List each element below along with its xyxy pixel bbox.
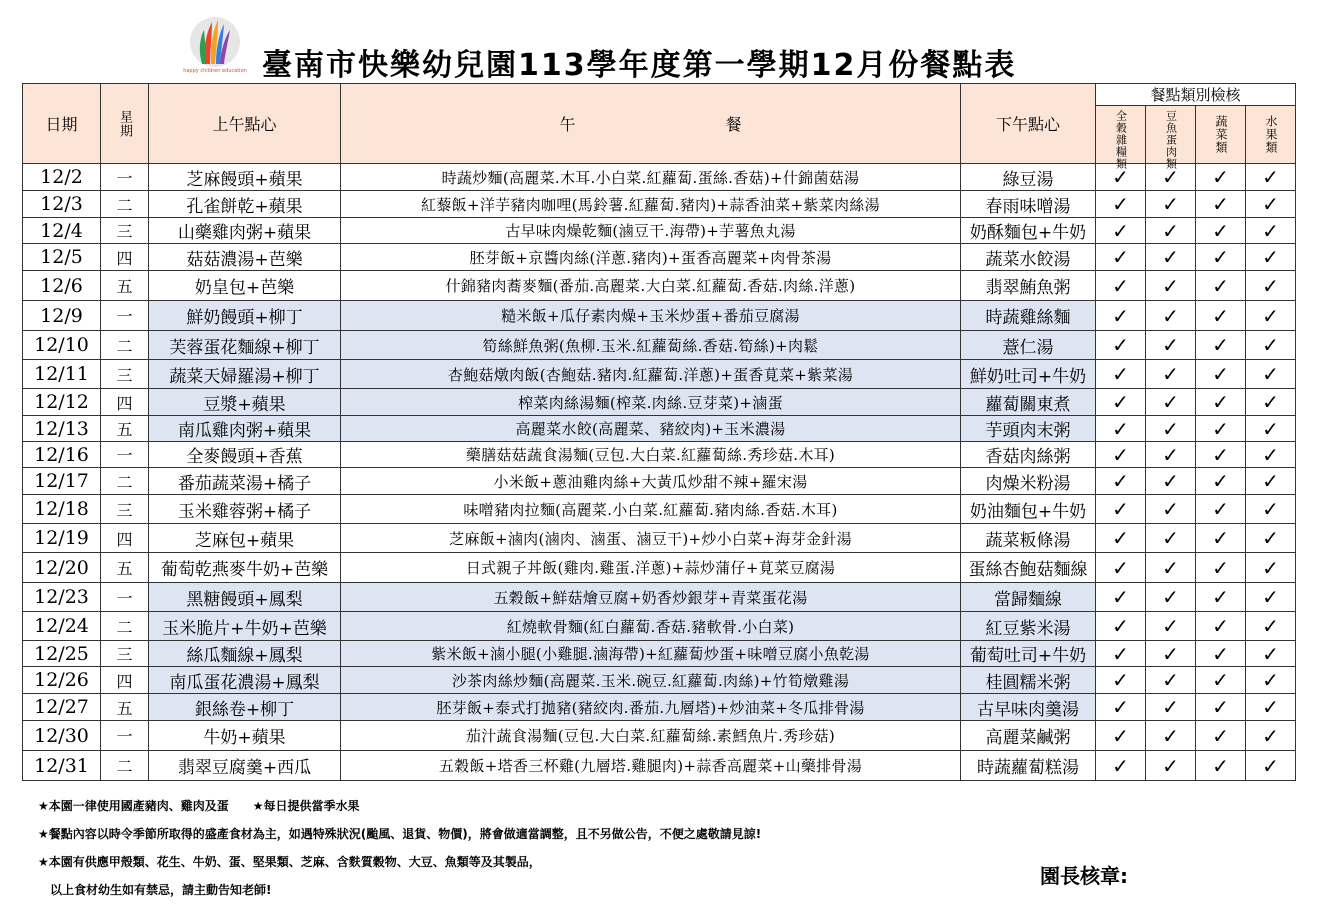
check-mark-icon: ✓ [1096, 694, 1146, 721]
check-mark-icon: ✓ [1146, 641, 1196, 667]
lunch-cell: 日式親子丼飯(雞肉.雞蛋.洋蔥)+蒜炒蒲仔+莧菜豆腐湯 [341, 553, 961, 583]
date-cell: 12/13 [23, 416, 101, 442]
check-mark-icon: ✓ [1096, 389, 1146, 416]
header-afternoon: 下午點心 [961, 84, 1096, 164]
weekday-cell: 二 [101, 751, 149, 781]
check-mark-icon: ✓ [1196, 271, 1246, 301]
check-mark-icon: ✓ [1146, 721, 1196, 751]
header-cat-fruit: 水果類 [1246, 106, 1296, 164]
date-cell: 12/9 [23, 301, 101, 331]
afternoon-snack-cell: 紅豆紫米湯 [961, 612, 1096, 641]
header-cat-veg: 蔬菜類 [1196, 106, 1246, 164]
check-mark-icon: ✓ [1246, 244, 1296, 271]
director-signature-label: 園長核章: [1040, 864, 1128, 888]
check-mark-icon: ✓ [1096, 721, 1146, 751]
check-mark-icon: ✓ [1196, 553, 1246, 583]
header-morning: 上午點心 [149, 84, 341, 164]
header-weekday: 星期 [101, 84, 149, 164]
weekday-cell: 一 [101, 164, 149, 191]
date-cell: 12/19 [23, 524, 101, 553]
check-mark-icon: ✓ [1146, 468, 1196, 495]
afternoon-snack-cell: 時蔬蘿蔔糕湯 [961, 751, 1096, 781]
check-mark-icon: ✓ [1096, 271, 1146, 301]
morning-snack-cell: 奶皇包+芭樂 [149, 271, 341, 301]
lunch-cell: 芝麻飯+滷肉(滷肉、滷蛋、滷豆干)+炒小白菜+海芽金針湯 [341, 524, 961, 553]
check-mark-icon: ✓ [1196, 468, 1246, 495]
check-mark-icon: ✓ [1096, 442, 1146, 468]
date-cell: 12/27 [23, 694, 101, 721]
check-mark-icon: ✓ [1096, 667, 1146, 694]
check-mark-icon: ✓ [1196, 442, 1246, 468]
logo-text: happy children education [183, 68, 247, 74]
morning-snack-cell: 芝麻包+蘋果 [149, 524, 341, 553]
morning-snack-cell: 孔雀餅乾+蘋果 [149, 191, 341, 218]
check-mark-icon: ✓ [1246, 389, 1296, 416]
date-cell: 12/11 [23, 360, 101, 389]
check-mark-icon: ✓ [1246, 331, 1296, 360]
table-row [23, 495, 1296, 524]
afternoon-snack-cell: 奶油麵包+牛奶 [961, 495, 1096, 524]
weekday-cell: 四 [101, 524, 149, 553]
date-cell: 12/2 [23, 164, 101, 191]
check-mark-icon: ✓ [1196, 331, 1246, 360]
check-mark-icon: ✓ [1146, 667, 1196, 694]
afternoon-snack-cell: 葡萄吐司+牛奶 [961, 641, 1096, 667]
check-mark-icon: ✓ [1096, 360, 1146, 389]
check-mark-icon: ✓ [1246, 524, 1296, 553]
lunch-cell: 小米飯+蔥油雞肉絲+大黃瓜炒甜不辣+羅宋湯 [341, 468, 961, 495]
date-cell: 12/5 [23, 244, 101, 271]
table-row [23, 751, 1296, 781]
lunch-cell: 時蔬炒麵(高麗菜.木耳.小白菜.紅蘿蔔.蛋絲.香菇)+什錦菌菇湯 [341, 164, 961, 191]
check-mark-icon: ✓ [1246, 468, 1296, 495]
weekday-cell: 二 [101, 612, 149, 641]
check-mark-icon: ✓ [1246, 271, 1296, 301]
check-mark-icon: ✓ [1096, 301, 1146, 331]
check-mark-icon: ✓ [1196, 191, 1246, 218]
weekday-cell: 三 [101, 218, 149, 244]
date-cell: 12/20 [23, 553, 101, 583]
morning-snack-cell: 玉米雞蓉粥+橘子 [149, 495, 341, 524]
date-cell: 12/16 [23, 442, 101, 468]
check-mark-icon: ✓ [1196, 694, 1246, 721]
date-cell: 12/6 [23, 271, 101, 301]
weekday-cell: 四 [101, 244, 149, 271]
morning-snack-cell: 山藥雞肉粥+蘋果 [149, 218, 341, 244]
check-mark-icon: ✓ [1196, 612, 1246, 641]
table-row [23, 301, 1296, 331]
check-mark-icon: ✓ [1146, 751, 1196, 781]
check-mark-icon: ✓ [1096, 218, 1146, 244]
check-mark-icon: ✓ [1146, 583, 1196, 612]
date-cell: 12/31 [23, 751, 101, 781]
afternoon-snack-cell: 蔬菜粄條湯 [961, 524, 1096, 553]
morning-snack-cell: 黑糖饅頭+鳳梨 [149, 583, 341, 612]
check-mark-icon: ✓ [1096, 468, 1146, 495]
table-row [23, 416, 1296, 442]
table-row [23, 553, 1296, 583]
note-line: ★本園一律使用國產豬肉、雞肉及蛋 ★每日提供當季水果 [38, 799, 360, 813]
check-mark-icon: ✓ [1146, 360, 1196, 389]
table-row [23, 667, 1296, 694]
date-cell: 12/17 [23, 468, 101, 495]
check-mark-icon: ✓ [1196, 667, 1246, 694]
check-mark-icon: ✓ [1096, 191, 1146, 218]
check-mark-icon: ✓ [1146, 442, 1196, 468]
check-mark-icon: ✓ [1146, 524, 1196, 553]
lunch-cell: 什錦豬肉蕎麥麵(番茄.高麗菜.大白菜.紅蘿蔔.香菇.肉絲.洋蔥) [341, 271, 961, 301]
check-mark-icon: ✓ [1146, 301, 1196, 331]
afternoon-snack-cell: 蘿蔔關東煮 [961, 389, 1096, 416]
check-mark-icon: ✓ [1096, 583, 1146, 612]
check-mark-icon: ✓ [1196, 389, 1246, 416]
morning-snack-cell: 南瓜雞肉粥+蘋果 [149, 416, 341, 442]
check-mark-icon: ✓ [1096, 244, 1146, 271]
date-cell: 12/12 [23, 389, 101, 416]
table-row [23, 612, 1296, 641]
afternoon-snack-cell: 薏仁湯 [961, 331, 1096, 360]
table-row [23, 164, 1296, 191]
note-line: ★餐點內容以時令季節所取得的盛產食材為主，如遇特殊狀況(颱風、退貨、物價)，將會做適當調整，且不另做公告，不便之處敬請見諒! [38, 827, 762, 841]
morning-snack-cell: 翡翠豆腐羹+西瓜 [149, 751, 341, 781]
date-cell: 12/23 [23, 583, 101, 612]
check-mark-icon: ✓ [1146, 694, 1196, 721]
morning-snack-cell: 芙蓉蛋花麵線+柳丁 [149, 331, 341, 360]
weekday-cell: 二 [101, 331, 149, 360]
check-mark-icon: ✓ [1096, 553, 1146, 583]
lunch-cell: 榨菜肉絲湯麵(榨菜.肉絲.豆芽菜)+滷蛋 [341, 389, 961, 416]
afternoon-snack-cell: 奶酥麵包+牛奶 [961, 218, 1096, 244]
lunch-cell: 紫米飯+滷小腿(小雞腿.滷海帶)+紅蘿蔔炒蛋+味噌豆腐小魚乾湯 [341, 641, 961, 667]
table-row [23, 389, 1296, 416]
table-row [23, 583, 1296, 612]
check-mark-icon: ✓ [1146, 389, 1196, 416]
check-mark-icon: ✓ [1196, 721, 1246, 751]
check-mark-icon: ✓ [1246, 583, 1296, 612]
lunch-cell: 筍絲鮮魚粥(魚柳.玉米.紅蘿蔔絲.香菇.筍絲)+肉鬆 [341, 331, 961, 360]
check-mark-icon: ✓ [1196, 524, 1246, 553]
weekday-cell: 一 [101, 721, 149, 751]
check-mark-icon: ✓ [1196, 301, 1246, 331]
lunch-cell: 五穀飯+鮮菇燴豆腐+奶香炒銀芽+青菜蛋花湯 [341, 583, 961, 612]
check-mark-icon: ✓ [1096, 495, 1146, 524]
lunch-cell: 胚芽飯+京醬肉絲(洋蔥.豬肉)+蛋香高麗菜+肉骨茶湯 [341, 244, 961, 271]
meal-table [22, 83, 1296, 781]
check-mark-icon: ✓ [1096, 524, 1146, 553]
header-cat-protein: 豆魚蛋肉類 [1146, 106, 1196, 164]
weekday-cell: 二 [101, 468, 149, 495]
afternoon-snack-cell: 桂圓糯米粥 [961, 667, 1096, 694]
weekday-cell: 四 [101, 667, 149, 694]
afternoon-snack-cell: 香菇肉絲粥 [961, 442, 1096, 468]
check-mark-icon: ✓ [1096, 751, 1146, 781]
table-row [23, 721, 1296, 751]
lunch-cell: 五穀飯+塔香三杯雞(九層塔.雞腿肉)+蒜香高麗菜+山藥排骨湯 [341, 751, 961, 781]
weekday-cell: 一 [101, 583, 149, 612]
header-lunch: 午 餐 [341, 84, 961, 164]
weekday-cell: 五 [101, 553, 149, 583]
morning-snack-cell: 全麥饅頭+香蕉 [149, 442, 341, 468]
check-mark-icon: ✓ [1246, 360, 1296, 389]
check-mark-icon: ✓ [1146, 416, 1196, 442]
table-row [23, 694, 1296, 721]
weekday-cell: 一 [101, 301, 149, 331]
afternoon-snack-cell: 肉燥米粉湯 [961, 468, 1096, 495]
check-mark-icon: ✓ [1246, 218, 1296, 244]
check-mark-icon: ✓ [1196, 416, 1246, 442]
note-line: ★本園有供應甲殼類、花生、牛奶、蛋、堅果類、芝麻、含麩質穀物、大豆、魚類等及其製品， [38, 855, 541, 869]
table-row [23, 244, 1296, 271]
date-cell: 12/30 [23, 721, 101, 751]
lunch-cell: 糙米飯+瓜仔素肉燥+玉米炒蛋+番茄豆腐湯 [341, 301, 961, 331]
check-mark-icon: ✓ [1246, 612, 1296, 641]
afternoon-snack-cell: 當歸麵線 [961, 583, 1096, 612]
weekday-cell: 三 [101, 641, 149, 667]
date-cell: 12/26 [23, 667, 101, 694]
check-mark-icon: ✓ [1096, 331, 1146, 360]
morning-snack-cell: 芝麻饅頭+蘋果 [149, 164, 341, 191]
morning-snack-cell: 葡萄乾燕麥牛奶+芭樂 [149, 553, 341, 583]
check-mark-icon: ✓ [1146, 218, 1196, 244]
check-mark-icon: ✓ [1246, 495, 1296, 524]
morning-snack-cell: 玉米脆片+牛奶+芭樂 [149, 612, 341, 641]
date-cell: 12/3 [23, 191, 101, 218]
check-mark-icon: ✓ [1246, 301, 1296, 331]
afternoon-snack-cell: 古早味肉羹湯 [961, 694, 1096, 721]
check-mark-icon: ✓ [1096, 641, 1146, 667]
lunch-cell: 高麗菜水餃(高麗菜、豬絞肉)+玉米濃湯 [341, 416, 961, 442]
lunch-cell: 茄汁蔬食湯麵(豆包.大白菜.紅蘿蔔絲.素鱈魚片.秀珍菇) [341, 721, 961, 751]
date-cell: 12/4 [23, 218, 101, 244]
check-mark-icon: ✓ [1246, 667, 1296, 694]
table-row [23, 271, 1296, 301]
check-mark-icon: ✓ [1146, 271, 1196, 301]
table-row [23, 468, 1296, 495]
table-row [23, 360, 1296, 389]
afternoon-snack-cell: 綠豆湯 [961, 164, 1096, 191]
note-line: 以上食材幼生如有禁忌，請主動告知老師! [38, 883, 272, 897]
afternoon-snack-cell: 蛋絲杏鮑菇麵線 [961, 553, 1096, 583]
lunch-cell: 紅藜飯+洋芋豬肉咖哩(馬鈴薯.紅蘿蔔.豬肉)+蒜香油菜+紫菜肉絲湯 [341, 191, 961, 218]
afternoon-snack-cell: 時蔬雞絲麵 [961, 301, 1096, 331]
check-mark-icon: ✓ [1196, 164, 1246, 191]
page-title: 臺南市快樂幼兒園113學年度第一學期12月份餐點表 [262, 48, 1017, 83]
weekday-cell: 二 [101, 191, 149, 218]
check-mark-icon: ✓ [1146, 612, 1196, 641]
weekday-cell: 五 [101, 271, 149, 301]
date-cell: 12/25 [23, 641, 101, 667]
lunch-cell: 胚芽飯+泰式打拋豬(豬絞肉.番茄.九層塔)+炒油菜+冬瓜排骨湯 [341, 694, 961, 721]
lunch-cell: 紅燒軟骨麵(紅白蘿蔔.香菇.豬軟骨.小白菜) [341, 612, 961, 641]
header-date: 日期 [23, 84, 101, 164]
check-mark-icon: ✓ [1196, 360, 1246, 389]
check-mark-icon: ✓ [1146, 553, 1196, 583]
morning-snack-cell: 菇菇濃湯+芭樂 [149, 244, 341, 271]
table-row [23, 331, 1296, 360]
check-mark-icon: ✓ [1146, 191, 1196, 218]
weekday-cell: 一 [101, 442, 149, 468]
check-mark-icon: ✓ [1096, 612, 1146, 641]
check-mark-icon: ✓ [1196, 218, 1246, 244]
morning-snack-cell: 牛奶+蘋果 [149, 721, 341, 751]
morning-snack-cell: 銀絲卷+柳丁 [149, 694, 341, 721]
check-mark-icon: ✓ [1246, 191, 1296, 218]
check-mark-icon: ✓ [1146, 244, 1196, 271]
table-row [23, 641, 1296, 667]
weekday-cell: 五 [101, 416, 149, 442]
morning-snack-cell: 南瓜蛋花濃湯+鳳梨 [149, 667, 341, 694]
check-mark-icon: ✓ [1246, 721, 1296, 751]
check-mark-icon: ✓ [1146, 164, 1196, 191]
weekday-cell: 五 [101, 694, 149, 721]
check-mark-icon: ✓ [1196, 244, 1246, 271]
morning-snack-cell: 絲瓜麵線+鳳梨 [149, 641, 341, 667]
lunch-cell: 沙茶肉絲炒麵(高麗菜.玉米.碗豆.紅蘿蔔.肉絲)+竹筍燉雞湯 [341, 667, 961, 694]
weekday-cell: 三 [101, 495, 149, 524]
check-mark-icon: ✓ [1196, 751, 1246, 781]
morning-snack-cell: 鮮奶饅頭+柳丁 [149, 301, 341, 331]
check-mark-icon: ✓ [1096, 416, 1146, 442]
check-mark-icon: ✓ [1196, 495, 1246, 524]
header-cat-grain: 全穀雜糧類 [1096, 106, 1146, 164]
table-row [23, 442, 1296, 468]
afternoon-snack-cell: 鮮奶吐司+牛奶 [961, 360, 1096, 389]
kindergarten-logo [183, 16, 247, 78]
lunch-cell: 藥膳菇菇蔬食湯麵(豆包.大白菜.紅蘿蔔絲.秀珍菇.木耳) [341, 442, 961, 468]
lunch-cell: 杏鮑菇燉肉飯(杏鮑菇.豬肉.紅蘿蔔.洋蔥)+蛋香莧菜+紫菜湯 [341, 360, 961, 389]
check-mark-icon: ✓ [1246, 641, 1296, 667]
morning-snack-cell: 豆漿+蘋果 [149, 389, 341, 416]
morning-snack-cell: 番茄蔬菜湯+橘子 [149, 468, 341, 495]
check-mark-icon: ✓ [1196, 583, 1246, 612]
notes [38, 796, 761, 908]
morning-snack-cell: 蔬菜天婦羅湯+柳丁 [149, 360, 341, 389]
afternoon-snack-cell: 春雨味噌湯 [961, 191, 1096, 218]
date-cell: 12/24 [23, 612, 101, 641]
weekday-cell: 四 [101, 389, 149, 416]
check-mark-icon: ✓ [1146, 495, 1196, 524]
table-row [23, 218, 1296, 244]
check-mark-icon: ✓ [1096, 164, 1146, 191]
afternoon-snack-cell: 翡翠鮪魚粥 [961, 271, 1096, 301]
check-mark-icon: ✓ [1246, 553, 1296, 583]
lunch-cell: 味噌豬肉拉麵(高麗菜.小白菜.紅蘿蔔.豬肉絲.香菇.木耳) [341, 495, 961, 524]
check-mark-icon: ✓ [1246, 442, 1296, 468]
check-mark-icon: ✓ [1196, 641, 1246, 667]
header-check-group: 餐點類別檢核 [1096, 84, 1296, 106]
afternoon-snack-cell: 芋頭肉末粥 [961, 416, 1096, 442]
check-mark-icon: ✓ [1246, 751, 1296, 781]
weekday-cell: 三 [101, 360, 149, 389]
afternoon-snack-cell: 蔬菜水餃湯 [961, 244, 1096, 271]
date-cell: 12/18 [23, 495, 101, 524]
table-row [23, 524, 1296, 553]
date-cell: 12/10 [23, 331, 101, 360]
check-mark-icon: ✓ [1246, 416, 1296, 442]
check-mark-icon: ✓ [1246, 164, 1296, 191]
lunch-cell: 古早味肉燥乾麵(滷豆干.海帶)+芋薯魚丸湯 [341, 218, 961, 244]
table-row [23, 191, 1296, 218]
afternoon-snack-cell: 高麗菜鹹粥 [961, 721, 1096, 751]
check-mark-icon: ✓ [1246, 694, 1296, 721]
check-mark-icon: ✓ [1146, 331, 1196, 360]
